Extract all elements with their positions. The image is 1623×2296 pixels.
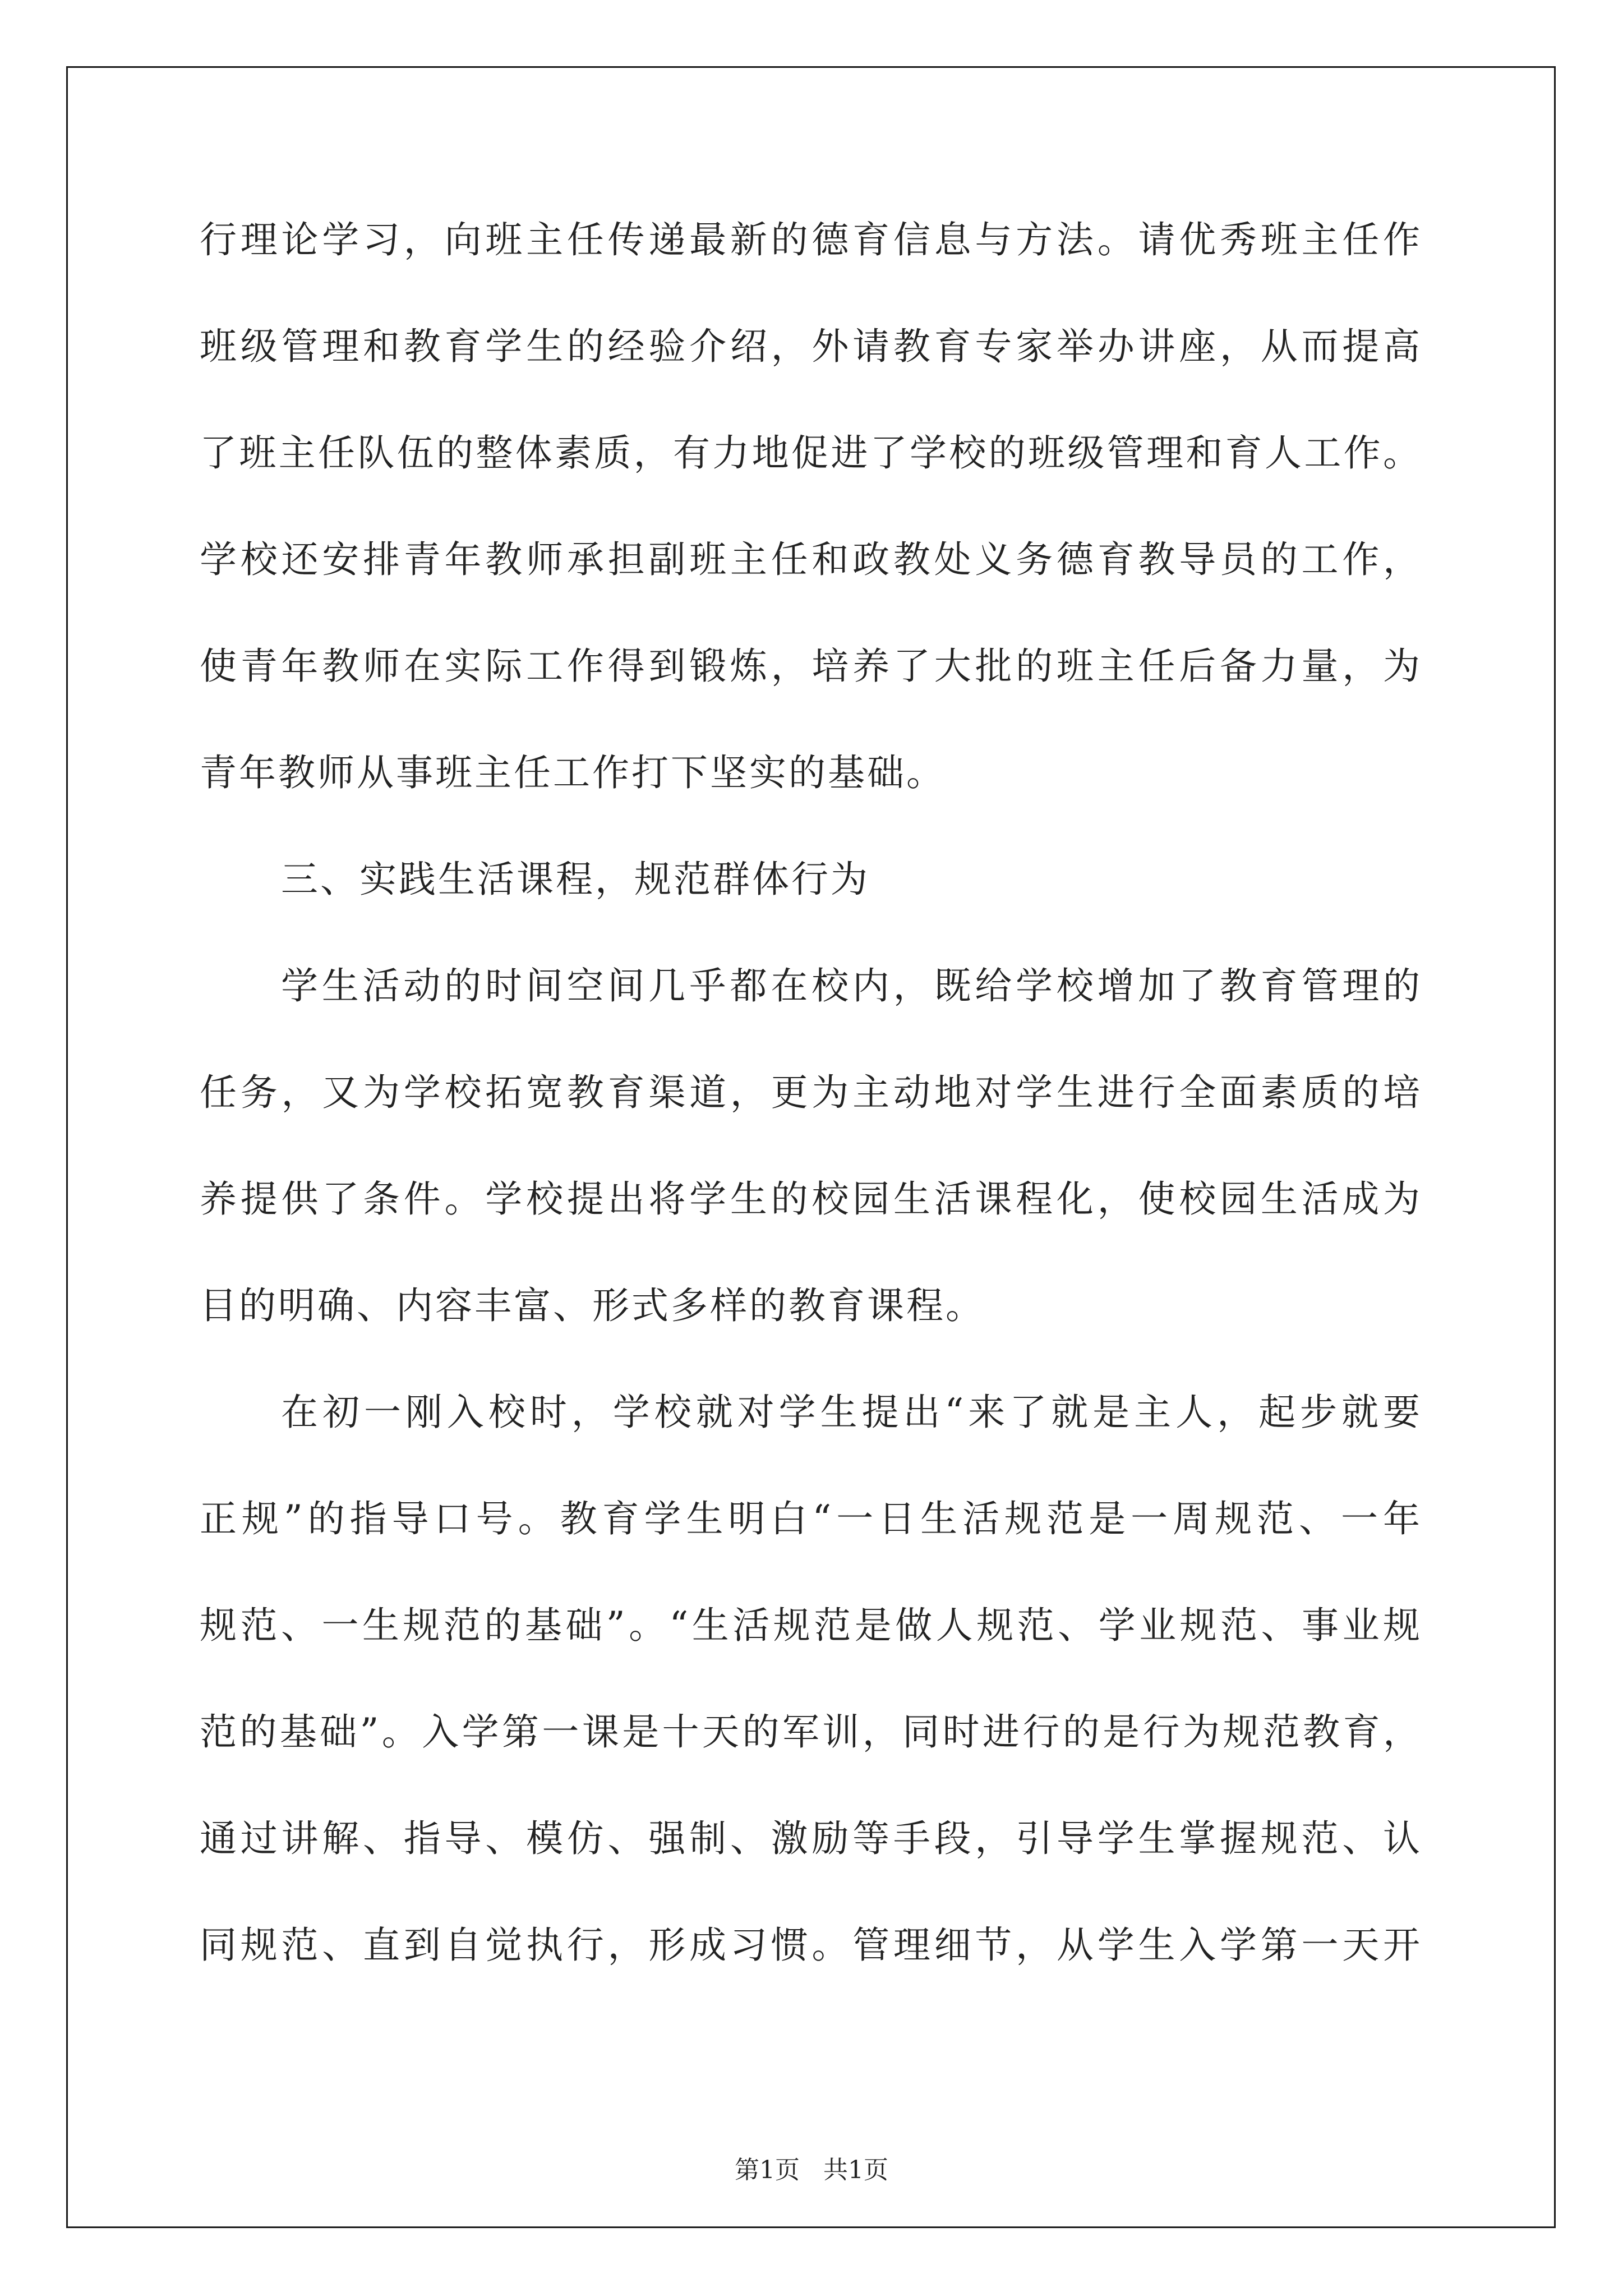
text-line: 通过讲解、指导、模仿、强制、激励等手段，引导学生掌握规范、认 <box>200 1817 1422 1860</box>
section-heading: 三、实践生活课程，规范群体行为 <box>281 858 870 901</box>
text-line: 学校还安排青年教师承担副班主任和政教处义务德育教导员的工作， <box>200 538 1422 581</box>
text-line: 正规”的指导口号。教育学生明白“一日生活规范是一周规范、一年 <box>200 1497 1422 1540</box>
text-line: 规范、一生规范的基础”。“生活规范是做人规范、学业规范、事业规 <box>200 1604 1422 1647</box>
text-line: 范的基础”。入学第一课是十天的军训，同时进行的是行为规范教育， <box>200 1710 1422 1754</box>
text-line: 了班主任队伍的整体素质，有力地促进了学校的班级管理和育人工作。 <box>200 431 1422 475</box>
text-line: 任务，又为学校拓宽教育渠道，更为主动地对学生进行全面素质的培 <box>200 1071 1422 1114</box>
text-line: 青年教师从事班主任工作打下坚实的基础。 <box>200 751 946 794</box>
page-number: 第1页 <box>735 2156 800 2184</box>
paragraph-first-line: 学生活动的时间空间几乎都在校内，既给学校增加了教育管理的 <box>281 964 1422 1007</box>
text-line: 目的明确、内容丰富、形式多样的教育课程。 <box>200 1284 985 1327</box>
text-line: 使青年教师在实际工作得到锻炼，培养了大批的班主任后备力量，为 <box>200 645 1422 688</box>
text-line: 行理论学习，向班主任传递最新的德育信息与方法。请优秀班主任作 <box>200 218 1422 261</box>
text-line: 班级管理和教育学生的经验介绍，外请教育专家举办讲座，从而提高 <box>200 325 1422 368</box>
page-total: 共1页 <box>823 2156 888 2184</box>
page-footer <box>0 2150 1623 2185</box>
paragraph-first-line: 在初一刚入校时，学校就对学生提出“来了就是主人，起步就要 <box>281 1391 1422 1434</box>
text-line: 同规范、直到自觉执行，形成习惯。管理细节，从学生入学第一天开 <box>200 1924 1422 1967</box>
text-line: 养提供了条件。学校提出将学生的校园生活课程化，使校园生活成为 <box>200 1177 1422 1221</box>
document-body <box>200 212 1422 2024</box>
